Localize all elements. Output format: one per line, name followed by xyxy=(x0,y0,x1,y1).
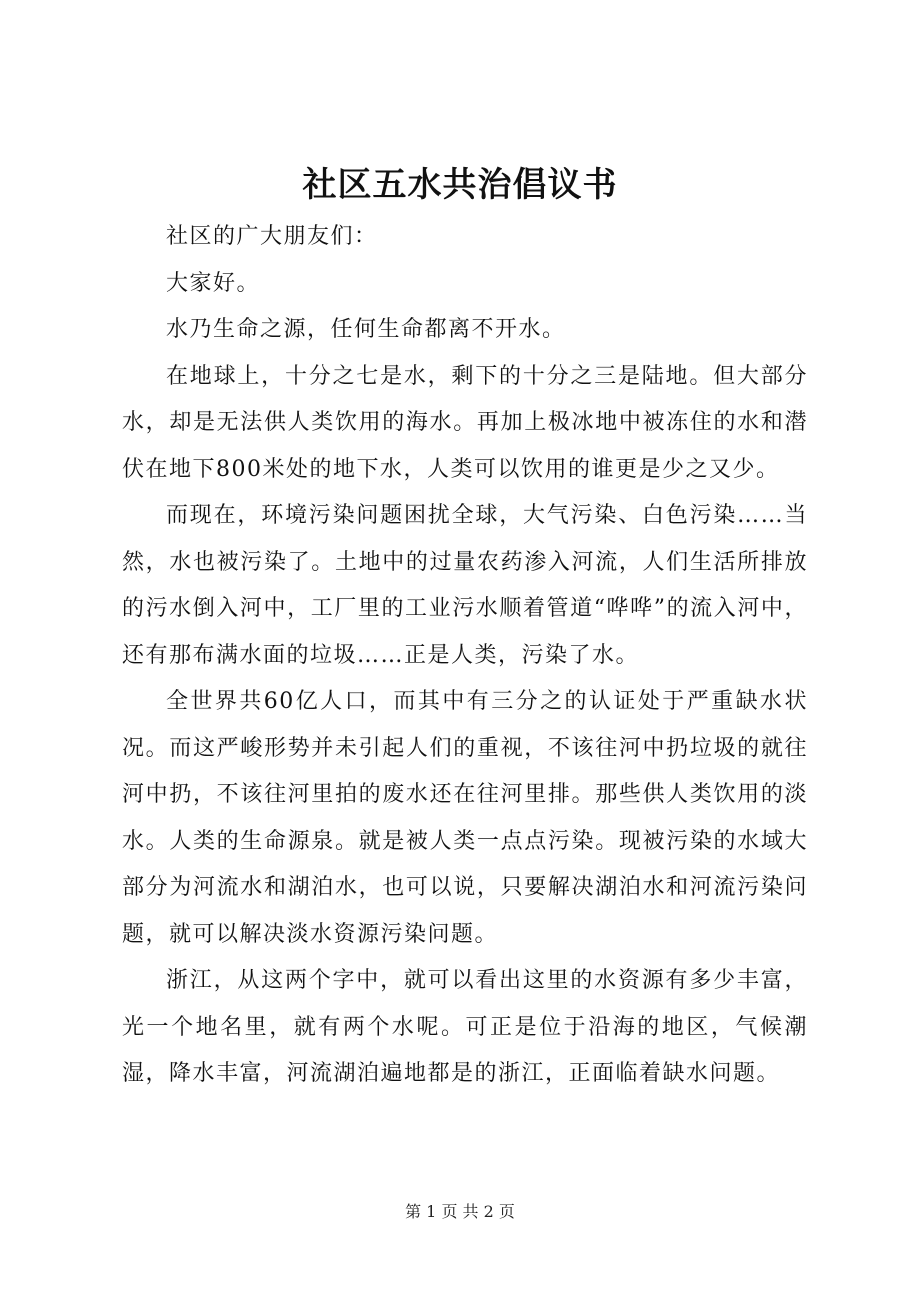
paragraph: 水乃生命之源，任何生命都离不开水。 xyxy=(166,317,566,342)
paragraph: 在地球上，十分之七是水，剩下的十分之三是陆地。但大部分水，却是无法供人类饮用的海水。再加上极冰地中被冻住的水和潜伏在地下800米处的地下水，人类可以饮用的谁更是少之又少。 xyxy=(122,363,808,482)
paragraph: 全世界共60亿人口，而其中有三分之的认证处于严重缺水状况。而这严峻形势并未引起人们的重视，不该往河中扔垃圾的就往河中扔，不该往河里拍的废水还在往河里排。那些供人类饮用的淡水。人类的生命源泉。就是被人类一点点污染。现被污染的水域大部分为河流水和湖泊水，也可以说，只要解决湖泊水和河流污染问题，就可以解决淡水资源污染问题。 xyxy=(122,689,808,947)
document-title: 社区五水共治倡议书 xyxy=(302,165,618,205)
greeting: 大家好。 xyxy=(166,270,261,296)
paragraph: 而现在，环境污染问题困扰全球，大气污染、白色污染……当然，水也被污染了。土地中的过量农药渗入河流，人们生活所排放的污水倒入河中，工厂里的工业污水顺着管道“哗哗”的流入河中，还有那布满水面的垃圾……正是人类，污染了水。 xyxy=(122,503,808,668)
page-footer: 第 1 页 共 2 页 xyxy=(405,1202,515,1221)
document-body xyxy=(122,214,808,1098)
salutation: 社区的广大朋友们： xyxy=(166,224,378,249)
paragraph: 浙江，从这两个字中，就可以看出这里的水资源有多少丰富，光一个地名里，就有两个水呢。可正是位于沿海的地区，气候潮湿，降水丰富，河流湖泊遍地都是的浙江，正面临着缺水问题。 xyxy=(122,968,808,1086)
